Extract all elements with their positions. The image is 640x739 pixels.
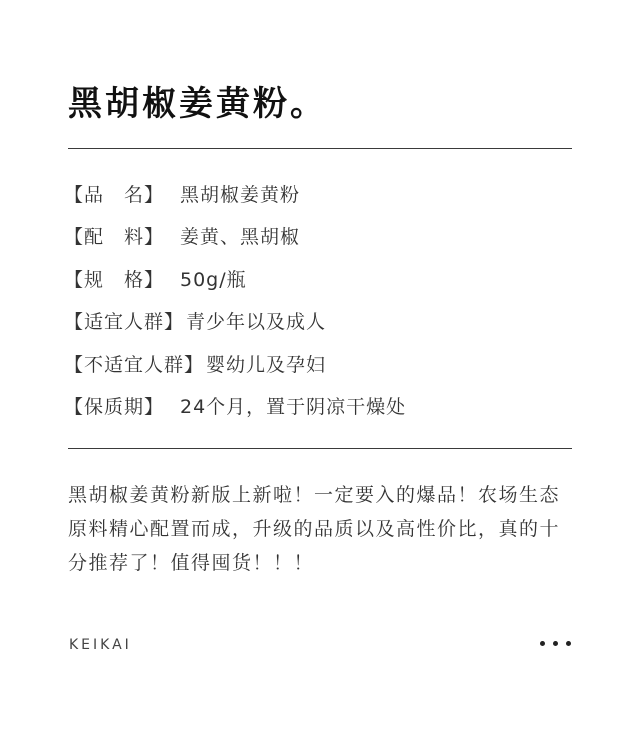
spec-value: 24个月，置于阴凉干燥处	[180, 396, 407, 419]
spec-label: 【保质期】	[64, 396, 165, 419]
dot	[553, 641, 558, 646]
spec-row-name	[64, 172, 574, 215]
top-divider	[68, 148, 572, 149]
brand-name: KEIKAI	[69, 637, 132, 653]
spec-value: 婴幼儿及孕妇	[206, 353, 327, 376]
dot	[540, 641, 545, 646]
page-title: 黑胡椒姜黄粉。	[68, 84, 327, 124]
more-horizontal-icon[interactable]	[540, 641, 571, 646]
spec-row-suitable	[64, 300, 574, 343]
dot	[566, 641, 571, 646]
spec-row-unsuitable	[64, 342, 574, 385]
spec-label: 【规 格】	[64, 268, 165, 291]
spec-value: 青少年以及成人	[186, 311, 327, 334]
spec-value: 50g/瓶	[180, 268, 247, 291]
spec-value: 姜黄、黑胡椒	[180, 226, 301, 249]
spec-row-size	[64, 257, 574, 300]
spec-list	[64, 172, 574, 427]
spec-label: 【配 料】	[64, 226, 165, 249]
spec-label: 【品 名】	[64, 183, 165, 206]
spec-row-ingredients	[64, 215, 574, 258]
spec-row-shelf-life	[64, 385, 574, 428]
bottom-divider	[68, 448, 572, 449]
product-description: 黑胡椒姜黄粉新版上新啦！一定要入的爆品！农场生态原料精心配置而成，升级的品质以及高性价比，真的十分推荐了！值得囤货！！！	[68, 484, 561, 574]
spec-label: 【适宜人群】	[64, 311, 185, 334]
spec-label: 【不适宜人群】	[64, 353, 205, 376]
spec-value: 黑胡椒姜黄粉	[180, 183, 301, 206]
